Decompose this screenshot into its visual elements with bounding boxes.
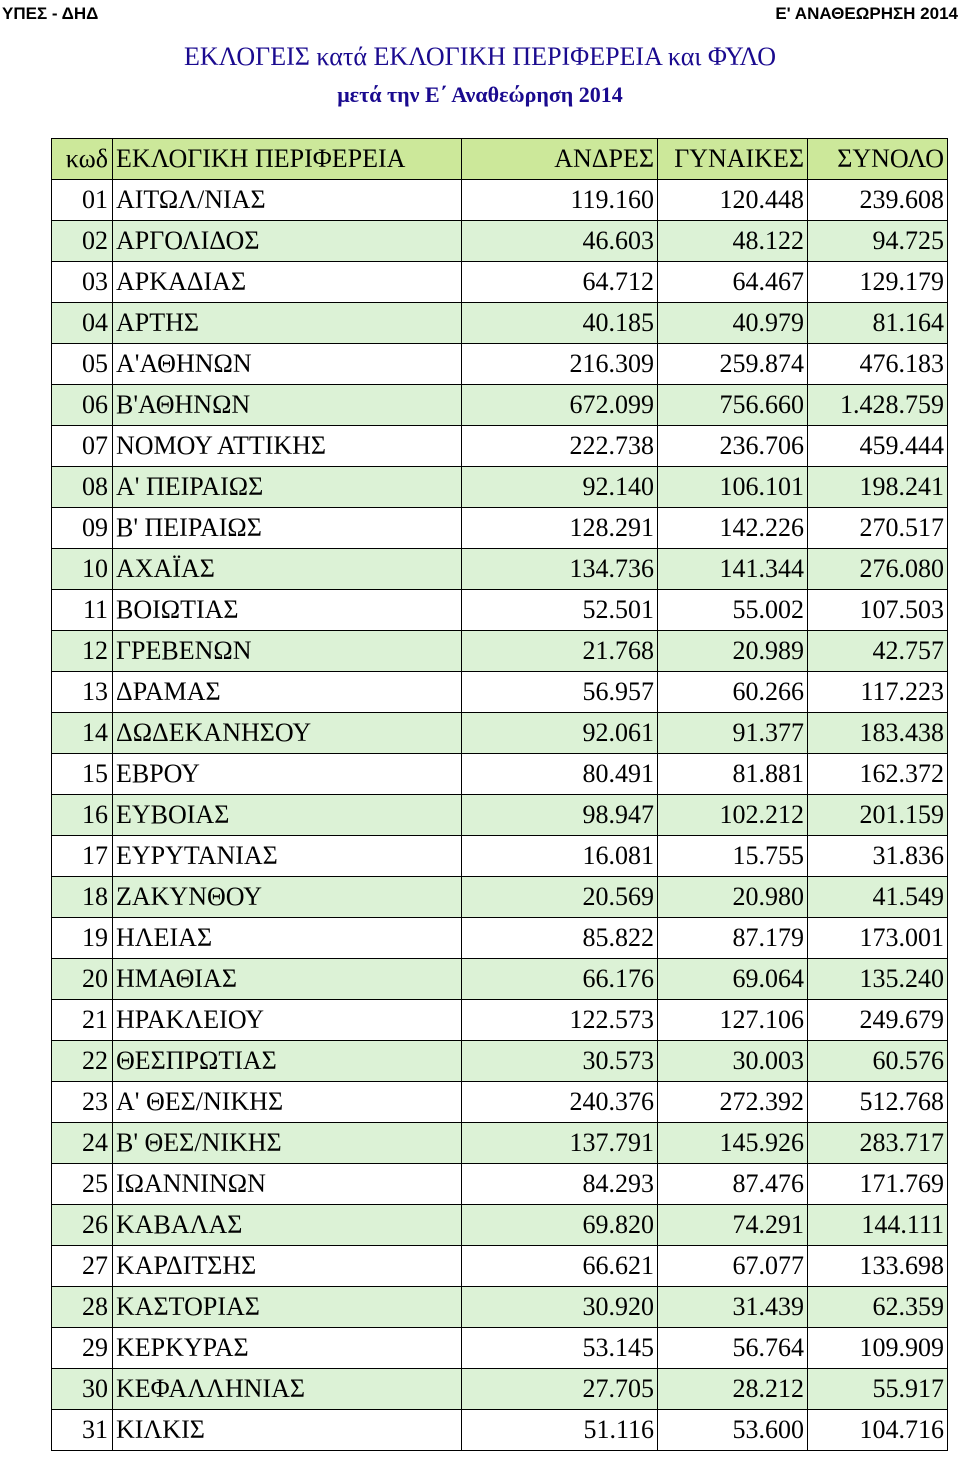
- cell-code: 27: [52, 1246, 113, 1287]
- table-row: [52, 467, 948, 508]
- cell-total: 144.111: [808, 1205, 948, 1246]
- table-row: [52, 1205, 948, 1246]
- table-row: [52, 713, 948, 754]
- table-row: [52, 918, 948, 959]
- cell-region: ΚΕΦΑΛΛΗΝΙΑΣ: [113, 1369, 462, 1410]
- cell-women: 20.980: [658, 877, 808, 918]
- cell-women: 106.101: [658, 467, 808, 508]
- cell-region: ΘΕΣΠΡΩΤΙΑΣ: [113, 1041, 462, 1082]
- cell-men: 64.712: [462, 262, 658, 303]
- cell-total: 249.679: [808, 1000, 948, 1041]
- cell-code: 03: [52, 262, 113, 303]
- cell-women: 87.179: [658, 918, 808, 959]
- cell-total: 270.517: [808, 508, 948, 549]
- cell-women: 31.439: [658, 1287, 808, 1328]
- cell-code: 18: [52, 877, 113, 918]
- cell-code: 15: [52, 754, 113, 795]
- cell-total: 276.080: [808, 549, 948, 590]
- table-row: [52, 1082, 948, 1123]
- cell-men: 84.293: [462, 1164, 658, 1205]
- cell-women: 127.106: [658, 1000, 808, 1041]
- cell-code: 17: [52, 836, 113, 877]
- table-row: [52, 344, 948, 385]
- cell-women: 272.392: [658, 1082, 808, 1123]
- cell-women: 102.212: [658, 795, 808, 836]
- table-header-row: [52, 139, 948, 180]
- cell-total: 162.372: [808, 754, 948, 795]
- cell-total: 201.159: [808, 795, 948, 836]
- cell-code: 24: [52, 1123, 113, 1164]
- cell-region: ΚΑΡΔΙΤΣΗΣ: [113, 1246, 462, 1287]
- cell-region: ΑΡΚΑΔΙΑΣ: [113, 262, 462, 303]
- cell-total: 135.240: [808, 959, 948, 1000]
- table-row: [52, 508, 948, 549]
- cell-region: Β'ΑΘΗΝΩΝ: [113, 385, 462, 426]
- cell-code: 12: [52, 631, 113, 672]
- column-header-code: κωδ: [52, 139, 113, 180]
- cell-region: Β' ΘΕΣ/ΝΙΚΗΣ: [113, 1123, 462, 1164]
- table-row: [52, 549, 948, 590]
- cell-region: ΑΧΑΪΑΣ: [113, 549, 462, 590]
- electorate-table: [51, 138, 948, 1451]
- table-row: [52, 836, 948, 877]
- cell-total: 117.223: [808, 672, 948, 713]
- cell-total: 239.608: [808, 180, 948, 221]
- table-row: [52, 590, 948, 631]
- table-row: [52, 1041, 948, 1082]
- cell-region: ΗΜΑΘΙΑΣ: [113, 959, 462, 1000]
- cell-women: 236.706: [658, 426, 808, 467]
- cell-code: 29: [52, 1328, 113, 1369]
- cell-code: 10: [52, 549, 113, 590]
- cell-women: 64.467: [658, 262, 808, 303]
- cell-region: ΔΡΑΜΑΣ: [113, 672, 462, 713]
- table-row: [52, 1123, 948, 1164]
- cell-region: ΚΙΛΚΙΣ: [113, 1410, 462, 1451]
- cell-men: 122.573: [462, 1000, 658, 1041]
- cell-total: 476.183: [808, 344, 948, 385]
- cell-total: 1.428.759: [808, 385, 948, 426]
- cell-total: 55.917: [808, 1369, 948, 1410]
- cell-region: Α' ΘΕΣ/ΝΙΚΗΣ: [113, 1082, 462, 1123]
- cell-total: 183.438: [808, 713, 948, 754]
- table-row: [52, 1287, 948, 1328]
- table-row: [52, 221, 948, 262]
- cell-region: ΑΙΤΩΛ/ΝΙΑΣ: [113, 180, 462, 221]
- cell-women: 55.002: [658, 590, 808, 631]
- cell-total: 31.836: [808, 836, 948, 877]
- cell-code: 23: [52, 1082, 113, 1123]
- cell-men: 53.145: [462, 1328, 658, 1369]
- cell-code: 20: [52, 959, 113, 1000]
- table-row: [52, 385, 948, 426]
- cell-code: 08: [52, 467, 113, 508]
- cell-code: 30: [52, 1369, 113, 1410]
- cell-men: 69.820: [462, 1205, 658, 1246]
- table-row: [52, 426, 948, 467]
- table-row: [52, 877, 948, 918]
- cell-region: ΕΒΡΟΥ: [113, 754, 462, 795]
- cell-men: 98.947: [462, 795, 658, 836]
- cell-code: 01: [52, 180, 113, 221]
- cell-women: 69.064: [658, 959, 808, 1000]
- cell-code: 11: [52, 590, 113, 631]
- table-row: [52, 1410, 948, 1451]
- cell-men: 46.603: [462, 221, 658, 262]
- cell-men: 30.920: [462, 1287, 658, 1328]
- column-header-region: ΕΚΛΟΓΙΚΗ ΠΕΡΙΦΕΡΕΙΑ: [113, 139, 462, 180]
- cell-men: 52.501: [462, 590, 658, 631]
- table-row: [52, 262, 948, 303]
- cell-men: 56.957: [462, 672, 658, 713]
- cell-code: 14: [52, 713, 113, 754]
- cell-men: 20.569: [462, 877, 658, 918]
- cell-men: 128.291: [462, 508, 658, 549]
- header-right-text: Ε' ΑΝΑΘΕΩΡΗΣΗ 2014: [775, 4, 958, 23]
- cell-region: ΚΑΣΤΟΡΙΑΣ: [113, 1287, 462, 1328]
- cell-total: 171.769: [808, 1164, 948, 1205]
- cell-men: 672.099: [462, 385, 658, 426]
- cell-total: 62.359: [808, 1287, 948, 1328]
- cell-region: ΗΡΑΚΛΕΙΟΥ: [113, 1000, 462, 1041]
- cell-men: 40.185: [462, 303, 658, 344]
- table-row: [52, 672, 948, 713]
- column-header-total: ΣΥΝΟΛΟ: [808, 139, 948, 180]
- cell-women: 53.600: [658, 1410, 808, 1451]
- cell-women: 145.926: [658, 1123, 808, 1164]
- cell-men: 137.791: [462, 1123, 658, 1164]
- cell-men: 134.736: [462, 549, 658, 590]
- cell-women: 120.448: [658, 180, 808, 221]
- cell-total: 283.717: [808, 1123, 948, 1164]
- cell-women: 756.660: [658, 385, 808, 426]
- cell-region: ΝΟΜΟΥ ΑΤΤΙΚΗΣ: [113, 426, 462, 467]
- cell-women: 60.266: [658, 672, 808, 713]
- cell-total: 41.549: [808, 877, 948, 918]
- cell-men: 27.705: [462, 1369, 658, 1410]
- cell-region: Α'ΑΘΗΝΩΝ: [113, 344, 462, 385]
- cell-men: 30.573: [462, 1041, 658, 1082]
- cell-women: 87.476: [658, 1164, 808, 1205]
- cell-code: 16: [52, 795, 113, 836]
- cell-code: 25: [52, 1164, 113, 1205]
- cell-women: 28.212: [658, 1369, 808, 1410]
- cell-men: 92.061: [462, 713, 658, 754]
- cell-region: ΑΡΤΗΣ: [113, 303, 462, 344]
- document-title: ΕΚΛΟΓΕΙΣ κατά ΕΚΛΟΓΙΚΗ ΠΕΡΙΦΕΡΕΙΑ και ΦΥΛΟ: [183, 42, 777, 71]
- cell-men: 119.160: [462, 180, 658, 221]
- cell-women: 20.989: [658, 631, 808, 672]
- cell-code: 19: [52, 918, 113, 959]
- cell-total: 129.179: [808, 262, 948, 303]
- cell-women: 259.874: [658, 344, 808, 385]
- cell-women: 74.291: [658, 1205, 808, 1246]
- cell-women: 67.077: [658, 1246, 808, 1287]
- cell-women: 142.226: [658, 508, 808, 549]
- table-row: [52, 303, 948, 344]
- cell-region: ΚΑΒΑΛΑΣ: [113, 1205, 462, 1246]
- cell-region: ΖΑΚΥΝΘΟΥ: [113, 877, 462, 918]
- cell-men: 66.621: [462, 1246, 658, 1287]
- cell-code: 06: [52, 385, 113, 426]
- cell-men: 216.309: [462, 344, 658, 385]
- cell-code: 22: [52, 1041, 113, 1082]
- cell-region: Β' ΠΕΙΡΑΙΩΣ: [113, 508, 462, 549]
- cell-total: 512.768: [808, 1082, 948, 1123]
- cell-women: 15.755: [658, 836, 808, 877]
- cell-total: 133.698: [808, 1246, 948, 1287]
- table-row: [52, 1000, 948, 1041]
- cell-region: ΙΩΑΝΝΙΝΩΝ: [113, 1164, 462, 1205]
- table-row: [52, 631, 948, 672]
- table-row: [52, 1246, 948, 1287]
- cell-men: 85.822: [462, 918, 658, 959]
- cell-women: 141.344: [658, 549, 808, 590]
- cell-region: ΓΡΕΒΕΝΩΝ: [113, 631, 462, 672]
- table-row: [52, 795, 948, 836]
- cell-total: 60.576: [808, 1041, 948, 1082]
- cell-total: 173.001: [808, 918, 948, 959]
- cell-total: 459.444: [808, 426, 948, 467]
- cell-code: 05: [52, 344, 113, 385]
- cell-women: 48.122: [658, 221, 808, 262]
- cell-region: Α' ΠΕΙΡΑΙΩΣ: [113, 467, 462, 508]
- cell-region: ΚΕΡΚΥΡΑΣ: [113, 1328, 462, 1369]
- column-header-men: ΑΝΔΡΕΣ: [462, 139, 658, 180]
- cell-men: 66.176: [462, 959, 658, 1000]
- cell-region: ΑΡΓΟΛΙΔΟΣ: [113, 221, 462, 262]
- cell-code: 21: [52, 1000, 113, 1041]
- table-row: [52, 1164, 948, 1205]
- cell-men: 222.738: [462, 426, 658, 467]
- cell-men: 80.491: [462, 754, 658, 795]
- table-row: [52, 754, 948, 795]
- cell-region: ΔΩΔΕΚΑΝΗΣΟΥ: [113, 713, 462, 754]
- cell-code: 02: [52, 221, 113, 262]
- table-row: [52, 180, 948, 221]
- cell-code: 13: [52, 672, 113, 713]
- table-row: [52, 1369, 948, 1410]
- cell-code: 04: [52, 303, 113, 344]
- cell-women: 30.003: [658, 1041, 808, 1082]
- cell-region: ΒΟΙΩΤΙΑΣ: [113, 590, 462, 631]
- cell-total: 107.503: [808, 590, 948, 631]
- cell-code: 26: [52, 1205, 113, 1246]
- cell-women: 91.377: [658, 713, 808, 754]
- column-header-women: ΓΥΝΑΙΚΕΣ: [658, 139, 808, 180]
- cell-total: 109.909: [808, 1328, 948, 1369]
- cell-total: 198.241: [808, 467, 948, 508]
- table-body: [52, 180, 948, 1451]
- header-left-text: ΥΠΕΣ - ΔΗΔ: [2, 4, 99, 23]
- cell-men: 92.140: [462, 467, 658, 508]
- cell-total: 104.716: [808, 1410, 948, 1451]
- cell-region: ΕΥΡΥΤΑΝΙΑΣ: [113, 836, 462, 877]
- cell-men: 21.768: [462, 631, 658, 672]
- table-row: [52, 959, 948, 1000]
- cell-women: 40.979: [658, 303, 808, 344]
- cell-code: 07: [52, 426, 113, 467]
- document-subtitle: μετά την Ε΄ Αναθεώρηση 2014: [337, 82, 623, 107]
- cell-code: 28: [52, 1287, 113, 1328]
- cell-women: 56.764: [658, 1328, 808, 1369]
- cell-men: 16.081: [462, 836, 658, 877]
- cell-region: ΕΥΒΟΙΑΣ: [113, 795, 462, 836]
- cell-code: 31: [52, 1410, 113, 1451]
- cell-men: 51.116: [462, 1410, 658, 1451]
- cell-total: 94.725: [808, 221, 948, 262]
- cell-region: ΗΛΕΙΑΣ: [113, 918, 462, 959]
- cell-code: 09: [52, 508, 113, 549]
- table-row: [52, 1328, 948, 1369]
- cell-women: 81.881: [658, 754, 808, 795]
- cell-men: 240.376: [462, 1082, 658, 1123]
- cell-total: 81.164: [808, 303, 948, 344]
- cell-total: 42.757: [808, 631, 948, 672]
